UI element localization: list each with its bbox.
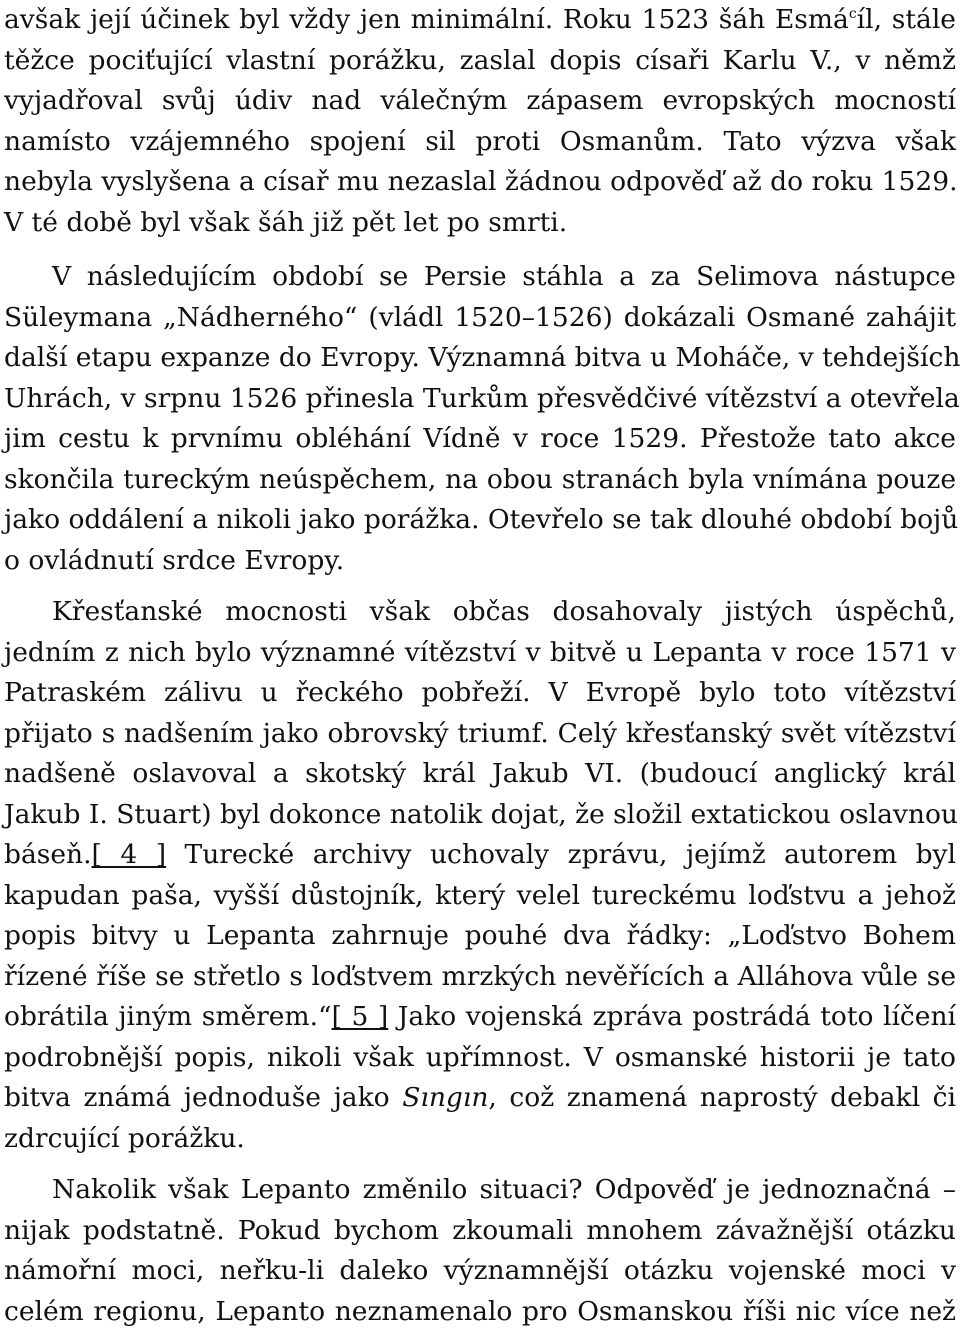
superscript: c <box>849 6 857 22</box>
text-line: jim cestu k prvnímu obléhání Vídně v roce 1529. Přestože tato akce <box>4 419 956 460</box>
text-span: Jako vojenská zpráva postrádá toto líčení <box>388 1001 956 1032</box>
text-line: řízené říše se střetlo s loďstvem mrzkých nevěřících a Alláhova vůle se <box>4 957 956 998</box>
text-line: zdrcující porážku. <box>4 1119 956 1160</box>
text-line: Jakub I. Stuart) byl dokonce natolik dojat, že složil extatickou oslavnou <box>4 795 956 836</box>
text-line: Patraském zálivu u řeckého pobřeží. V Evropě bylo toto vítězství <box>4 673 956 714</box>
text-line: celém regionu, Lepanto neznamenalo pro Osmanskou říši nic více než <box>4 1292 956 1332</box>
text-line: Nakolik však Lepanto změnilo situaci? Odpověď je jednoznačná – <box>4 1170 956 1211</box>
text-span: báseň. <box>4 839 92 870</box>
text-line: V následujícím období se Persie stáhla a za Selimova nástupce <box>4 257 956 298</box>
text-line: popis bitvy u Lepanta zahrnuje pouhé dva řádky: „Loďstvo Bohem <box>4 916 956 957</box>
text-line <box>4 997 956 1038</box>
text-line: Uhrách, v srpnu 1526 přinesla Turkům přesvědčivé vítězství a otevřela <box>4 379 956 420</box>
text-line: vyjadřoval svůj údiv nad válečným zápasem evropských mocností <box>4 81 956 122</box>
text-line <box>4 1078 956 1119</box>
text-line: Křesťanské mocnosti však občas dosahovaly jistých úspěchů, <box>4 592 956 633</box>
text-span: bitva známá jednoduše jako <box>4 1082 402 1113</box>
text-line: podrobnější popis, nikoli však upřímnost. V osmanské historii je tato <box>4 1038 956 1079</box>
text-line: námořní moci, neřku-li daleko významnější otázku vojenské moci v <box>4 1251 956 1292</box>
text-line <box>4 835 956 876</box>
text-line <box>4 0 956 41</box>
text-span: Turecké archivy uchovaly zprávu, jejímž autorem byl <box>166 839 956 870</box>
text-span: avšak její účinek byl vždy jen minimální. Roku 1523 šáh Esmá <box>4 4 849 35</box>
footnote-link-5[interactable]: [ 5 ] <box>332 1001 389 1032</box>
italic-term: Sıngın <box>402 1082 488 1113</box>
text-line: nebyla vyslyšena a císař mu nezaslal žádnou odpověď až do roku 1529. <box>4 162 956 203</box>
text-line: nadšeně oslavoval a skotský král Jakub VI. (budoucí anglický král <box>4 754 956 795</box>
text-line: nijak podstatně. Pokud bychom zkoumali mnohem závažnější otázku <box>4 1211 956 1252</box>
text-line: o ovládnutí srdce Evropy. <box>4 541 956 582</box>
text-line: další etapu expanze do Evropy. Významná bitva u Moháče, v tehdejších <box>4 338 956 379</box>
text-span: íl, stále <box>857 4 956 35</box>
text-line: přijato s nadšením jako obrovský triumf. Celý křesťanský svět vítězství <box>4 714 956 755</box>
text-line: Süleymana „Nádherného“ (vládl 1520–1526) dokázali Osmané zahájit <box>4 298 956 339</box>
text-span: obrátila jiným směrem.“ <box>4 1001 332 1032</box>
text-line: namísto vzájemného spojení sil proti Osmanům. Tato výzva však <box>4 122 956 163</box>
text-line: V té době byl však šáh již pět let po smrti. <box>4 203 956 244</box>
text-line: jedním z nich bylo významné vítězství v bitvě u Lepanta v roce 1571 v <box>4 633 956 674</box>
text-span: , což znamená naprostý debakl či <box>488 1082 956 1113</box>
footnote-link-4[interactable]: [ 4 ] <box>92 839 167 870</box>
text-line: kapudan paša, vyšší důstojník, který velel tureckému loďstvu a jehož <box>4 876 956 917</box>
text-line: jako oddálení a nikoli jako porážka. Otevřelo se tak dlouhé období bojů <box>4 500 956 541</box>
text-line: skončila tureckým neúspěchem, na obou stranách byla vnímána pouze <box>4 460 956 501</box>
text-line: těžce pociťující vlastní porážku, zaslal dopis císaři Karlu V., v němž <box>4 41 956 82</box>
